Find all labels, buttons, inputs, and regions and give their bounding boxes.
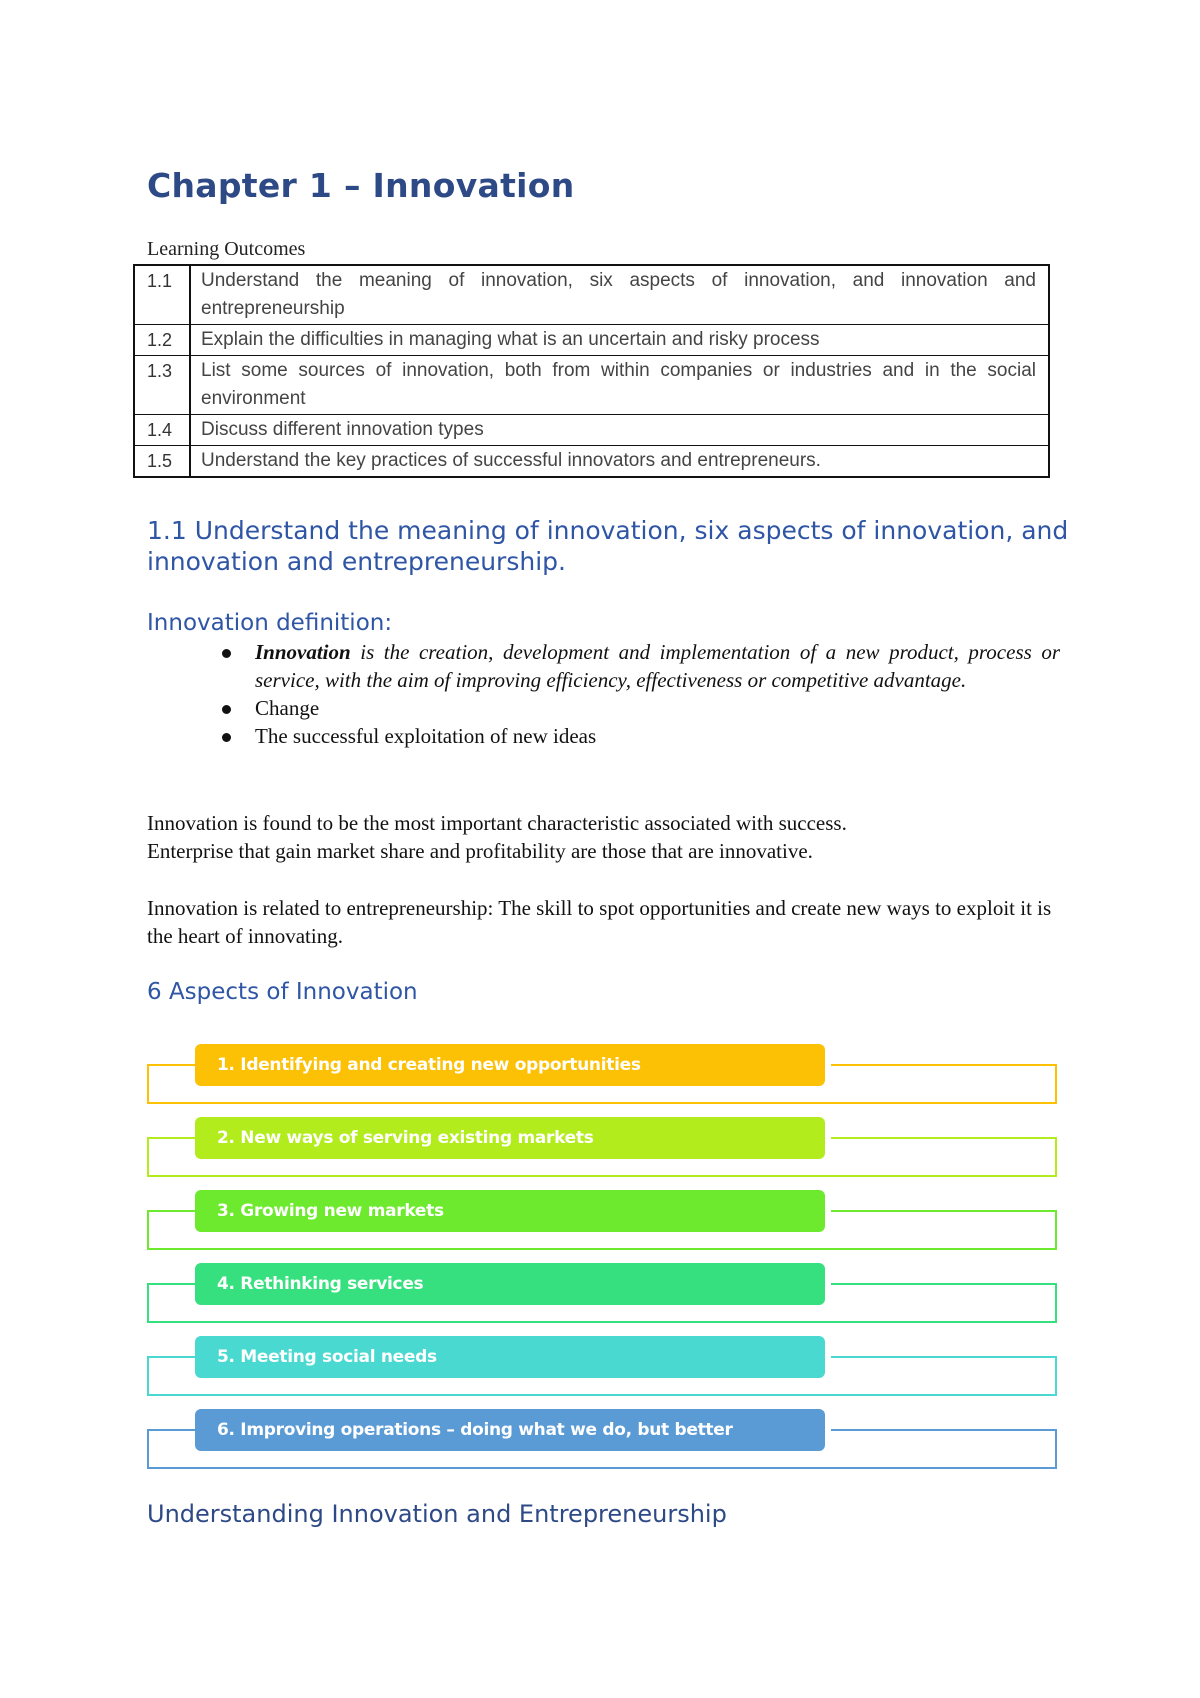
paragraph-line: Enterprise that gain market share and profitability are those that are innovative. (147, 839, 813, 863)
outcome-number: 1.1 (135, 266, 191, 324)
aspect-label: 1. Identifying and creating new opportunities (195, 1044, 825, 1086)
outcome-number: 1.3 (135, 356, 191, 414)
chapter-title: Chapter 1 – Innovation (147, 166, 575, 205)
outcome-text: Discuss different innovation types (201, 419, 484, 440)
outcome-number: 1.4 (135, 415, 191, 445)
definition-term: Innovation (255, 640, 351, 664)
aspect-label: 2. New ways of serving existing markets (195, 1117, 825, 1159)
final-heading: Understanding Innovation and Entrepreneurship (147, 1500, 727, 1528)
outcome-text: List some sources of innovation, both from within companies or industries and in the social environment (201, 360, 1036, 409)
aspect-item (147, 1330, 1057, 1403)
paragraph-line: Innovation is found to be the most important characteristic associated with success. (147, 811, 847, 835)
paragraph (147, 809, 1067, 865)
section-heading: 1.1 Understand the meaning of innovation, six aspects of innovation, and innovation and entrepreneurship. (147, 516, 1069, 576)
table-row (135, 355, 1048, 414)
definition-list (255, 638, 1060, 750)
aspect-label: 4. Rethinking services (195, 1263, 825, 1305)
paragraph: Innovation is related to entrepreneurship: The skill to spot opportunities and create new ways to exploit it is the heart of innovating. (147, 896, 1052, 948)
learning-outcomes-caption: Learning Outcomes (147, 238, 306, 260)
bullet-icon (222, 649, 231, 658)
list-item (255, 638, 1060, 694)
outcome-number: 1.5 (135, 446, 191, 476)
aspect-item (147, 1403, 1057, 1476)
aspect-label: 5. Meeting social needs (195, 1336, 825, 1378)
table-row (135, 266, 1048, 324)
definition-text: is the creation, development and implementation of a new product, process or service, with the aim of improving efficiency, effectiveness or competitive advantage. (255, 640, 1060, 692)
aspects-heading: 6 Aspects of Innovation (147, 979, 418, 1005)
bullet-text: Change (255, 696, 320, 720)
list-item (255, 722, 1060, 750)
aspects-diagram (147, 1038, 1057, 1476)
bullet-icon (222, 705, 231, 714)
outcome-number: 1.2 (135, 325, 191, 355)
outcome-text: Understand the meaning of innovation, six aspects of innovation, and innovation and entrepreneurship (201, 270, 1036, 319)
aspect-item (147, 1257, 1057, 1330)
bullet-text: The successful exploitation of new ideas (255, 724, 597, 748)
outcome-text: Understand the key practices of successful innovators and entrepreneurs. (201, 450, 821, 471)
table-row (135, 324, 1048, 355)
aspect-item (147, 1111, 1057, 1184)
bullet-icon (222, 733, 231, 742)
table-row (135, 414, 1048, 445)
aspect-item (147, 1184, 1057, 1257)
list-item (255, 694, 1060, 722)
definition-heading: Innovation definition: (147, 610, 393, 636)
table-row (135, 445, 1048, 476)
learning-outcomes-table (133, 264, 1050, 478)
aspect-label: 3. Growing new markets (195, 1190, 825, 1232)
outcome-text: Explain the difficulties in managing what is an uncertain and risky process (201, 329, 820, 350)
aspect-item (147, 1038, 1057, 1111)
aspect-label: 6. Improving operations – doing what we do, but better (195, 1409, 825, 1451)
